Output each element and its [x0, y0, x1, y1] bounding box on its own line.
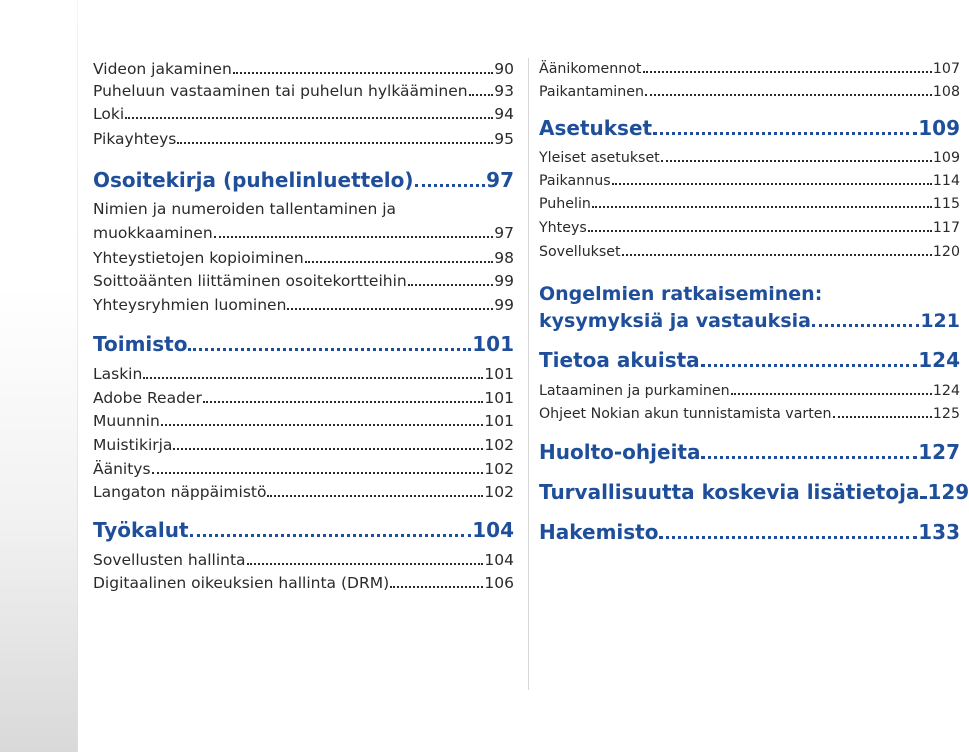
toc-section-heading[interactable]: Asetukset 109 — [539, 116, 960, 140]
toc-section-heading[interactable]: kysymyksiä ja vastauksia 121 — [539, 310, 960, 332]
toc-entry[interactable]: Äänitys 102 — [93, 460, 514, 478]
toc-entry[interactable]: Paikantaminen 108 — [539, 84, 960, 100]
toc-section-heading-line1[interactable]: Ongelmien ratkaiseminen: — [539, 283, 823, 305]
toc-section-heading[interactable]: Turvallisuutta koskevia lisätietoja 129 — [539, 480, 969, 504]
toc-entry[interactable]: Muistikirja 102 — [93, 436, 514, 454]
toc-entry[interactable]: Puhelin 115 — [539, 196, 960, 212]
toc-entry[interactable]: Yhteysryhmien luominen 99 — [93, 296, 514, 314]
toc-section-heading[interactable]: Tietoa akuista 124 — [539, 348, 960, 372]
toc-entry[interactable]: Videon jakaminen 90 — [93, 60, 514, 78]
toc-entry[interactable]: muokkaaminen 97 — [93, 224, 514, 242]
toc-section-heading[interactable]: Toimisto 101 — [93, 332, 514, 356]
page-edge-shadow — [0, 0, 78, 752]
toc-entry[interactable]: Nimien ja numeroiden tallentaminen ja — [93, 200, 396, 218]
toc-entry[interactable]: Pikayhteys 95 — [93, 130, 514, 148]
toc-entry[interactable]: Sovellusten hallinta 104 — [93, 551, 514, 569]
toc-section-heading[interactable]: Osoitekirja (puhelinluettelo) 97 — [93, 168, 514, 192]
toc-entry[interactable]: Laskin 101 — [93, 365, 514, 383]
toc-entry[interactable]: Sovellukset 120 — [539, 244, 960, 260]
toc-entry[interactable]: Muunnin 101 — [93, 412, 514, 430]
toc-entry[interactable]: Soittoäänten liittäminen osoitekortteihin 99 — [93, 272, 514, 290]
toc-entry[interactable]: Yhteys 117 — [539, 220, 960, 236]
toc-entry[interactable]: Ohjeet Nokian akun tunnistamista varten 125 — [539, 406, 960, 422]
toc-entry[interactable]: Adobe Reader 101 — [93, 389, 514, 407]
toc-entry[interactable]: Paikannus 114 — [539, 173, 960, 189]
toc-entry[interactable]: Äänikomennot 107 — [539, 61, 960, 77]
toc-entry[interactable]: Puheluun vastaaminen tai puhelun hylkääminen 93 — [93, 82, 514, 100]
toc-entry[interactable]: Yleiset asetukset 109 — [539, 150, 960, 166]
toc-section-heading[interactable]: Työkalut 104 — [93, 518, 514, 542]
toc-entry[interactable]: Yhteystietojen kopioiminen 98 — [93, 249, 514, 267]
toc-entry[interactable]: Langaton näppäimistö 102 — [93, 483, 514, 501]
toc-entry[interactable]: Lataaminen ja purkaminen 124 — [539, 383, 960, 399]
toc-entry[interactable]: Digitaalinen oikeuksien hallinta (DRM) 106 — [93, 574, 514, 592]
toc-entry[interactable]: Loki 94 — [93, 105, 514, 123]
toc-section-heading[interactable]: Hakemisto 133 — [539, 520, 960, 544]
toc-section-heading[interactable]: Huolto-ohjeita 127 — [539, 440, 960, 464]
column-divider — [528, 58, 529, 690]
